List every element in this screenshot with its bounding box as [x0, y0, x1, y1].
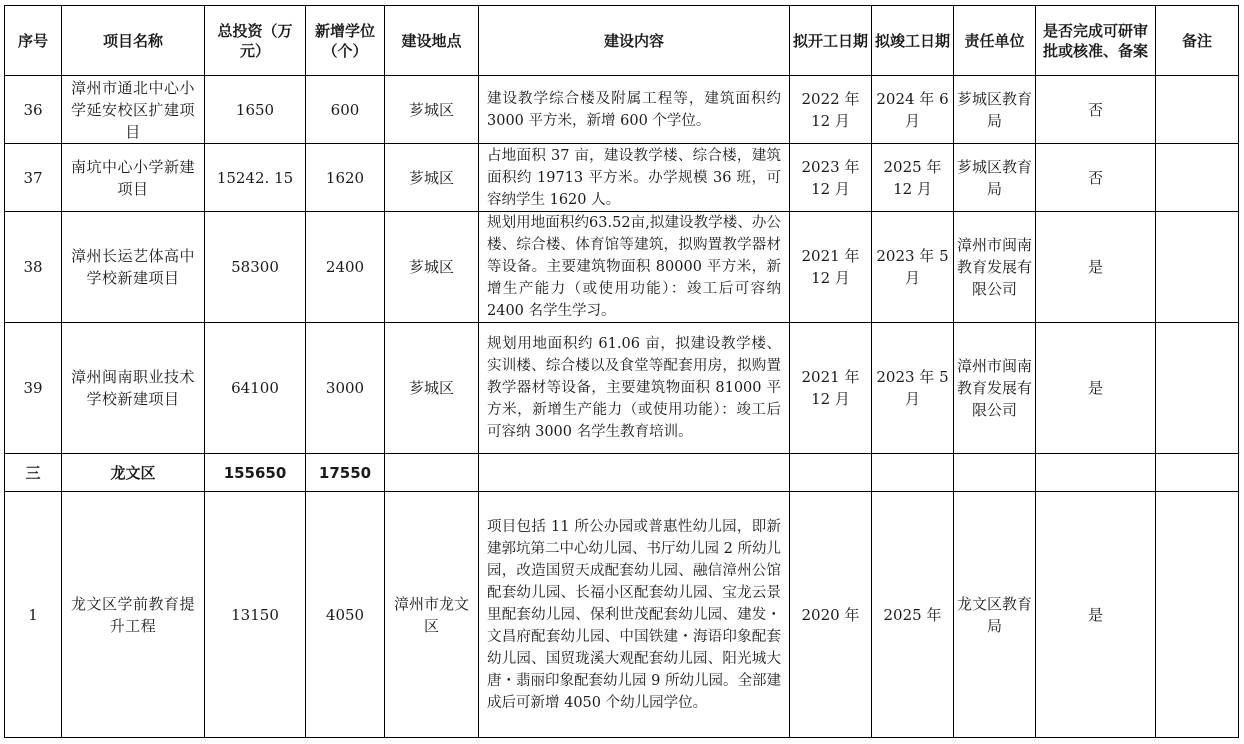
row-remark	[1156, 76, 1239, 144]
row-seq: 39	[5, 323, 62, 454]
row-location: 芗城区	[385, 144, 479, 212]
row-responsible-unit: 芗城区教育局	[954, 144, 1036, 212]
row-end-date: 2025 年 12 月	[872, 144, 954, 212]
row-start-date: 2023 年 12 月	[790, 144, 872, 212]
header-seq: 序号	[5, 6, 62, 76]
row-seq: 36	[5, 76, 62, 144]
row-responsible-unit: 漳州市闽南教育发展有限公司	[954, 323, 1036, 454]
row-approval-status: 否	[1036, 144, 1156, 212]
row-investment: 1650	[205, 76, 306, 144]
row-content: 项目包括 11 所公办园或普惠性幼儿园，即新建郭坑第二中心幼儿园、书厅幼儿园 2 所幼儿园，改造国贸天成配套幼儿园、融信漳州公馆配套幼儿园、长福小区配套幼儿园、宝龙云景里配套幼儿园、保利世茂配套幼儿园、建发・文昌府配套幼儿园、中国铁建・海语印象配套幼儿园、国贸珑溪大观配套幼儿园、阳光城大唐・翡丽印象配套幼儿园 9 所幼儿园。全部建成后可新增 4050 个幼儿园学位。	[479, 492, 790, 738]
row-project-name: 漳州长运艺体高中学校新建项目	[62, 212, 205, 323]
row-content: 占地面积 37 亩，建设教学楼、综合楼，建筑面积约 19713 平方米。办学规模 36 班，可容纳学生 1620 人。	[479, 144, 790, 212]
row-seats: 1620	[306, 144, 385, 212]
section-empty-cell	[479, 454, 790, 492]
row-end-date: 2023 年 5 月	[872, 323, 954, 454]
header-start: 拟开工日期	[790, 6, 872, 76]
section-empty-cell	[872, 454, 954, 492]
row-seq: 1	[5, 492, 62, 738]
section-investment-total: 155650	[205, 454, 306, 492]
header-remark: 备注	[1156, 6, 1239, 76]
row-approval-status: 是	[1036, 492, 1156, 738]
row-approval-status: 否	[1036, 76, 1156, 144]
row-end-date: 2023 年 5 月	[872, 212, 954, 323]
table-row	[5, 492, 1239, 738]
section-seats-total: 17550	[306, 454, 385, 492]
section-district-name: 龙文区	[62, 454, 205, 492]
row-content: 建设教学综合楼及附属工程等，建筑面积约 3000 平方米，新增 600 个学位。	[479, 76, 790, 144]
row-project-name: 漳州市通北中心小学延安校区扩建项目	[62, 76, 205, 144]
row-end-date: 2025 年	[872, 492, 954, 738]
row-project-name: 南坑中心小学新建项目	[62, 144, 205, 212]
section-empty-cell	[1156, 454, 1239, 492]
section-seq: 三	[5, 454, 62, 492]
header-name: 项目名称	[62, 6, 205, 76]
row-start-date: 2021 年 12 月	[790, 323, 872, 454]
header-seats: 新增学位（个）	[306, 6, 385, 76]
section-empty-cell	[790, 454, 872, 492]
row-investment: 64100	[205, 323, 306, 454]
project-table	[4, 5, 1239, 738]
row-start-date: 2022 年 12 月	[790, 76, 872, 144]
row-location: 芗城区	[385, 323, 479, 454]
row-seq: 37	[5, 144, 62, 212]
row-responsible-unit: 龙文区教育局	[954, 492, 1036, 738]
section-row	[5, 454, 1239, 492]
header-content: 建设内容	[479, 6, 790, 76]
row-responsible-unit: 漳州市闽南教育发展有限公司	[954, 212, 1036, 323]
table-row	[5, 76, 1239, 144]
row-start-date: 2020 年	[790, 492, 872, 738]
row-project-name: 龙文区学前教育提升工程	[62, 492, 205, 738]
section-empty-cell	[385, 454, 479, 492]
header-row	[5, 6, 1239, 76]
row-remark	[1156, 212, 1239, 323]
row-end-date: 2024 年 6 月	[872, 76, 954, 144]
row-location: 芗城区	[385, 212, 479, 323]
row-approval-status: 是	[1036, 212, 1156, 323]
table-row	[5, 144, 1239, 212]
row-location: 漳州市龙文区	[385, 492, 479, 738]
row-location: 芗城区	[385, 76, 479, 144]
row-seats: 2400	[306, 212, 385, 323]
row-approval-status: 是	[1036, 323, 1156, 454]
row-seats: 3000	[306, 323, 385, 454]
row-remark	[1156, 323, 1239, 454]
header-approval: 是否完成可研审批或核准、备案	[1036, 6, 1156, 76]
header-end: 拟竣工日期	[872, 6, 954, 76]
row-investment: 15242. 15	[205, 144, 306, 212]
header-unit: 责任单位	[954, 6, 1036, 76]
header-location: 建设地点	[385, 6, 479, 76]
table-row	[5, 212, 1239, 323]
section-empty-cell	[1036, 454, 1156, 492]
row-investment: 13150	[205, 492, 306, 738]
section-empty-cell	[954, 454, 1036, 492]
row-seats: 600	[306, 76, 385, 144]
row-responsible-unit: 芗城区教育局	[954, 76, 1036, 144]
table-row	[5, 323, 1239, 454]
header-investment: 总投资（万元）	[205, 6, 306, 76]
row-remark	[1156, 492, 1239, 738]
row-project-name: 漳州闽南职业技术学校新建项目	[62, 323, 205, 454]
row-seats: 4050	[306, 492, 385, 738]
row-seq: 38	[5, 212, 62, 323]
row-content: 规划用地面积约 61.06 亩，拟建设教学楼、实训楼、综合楼以及食堂等配套用房，拟购置教学器材等设备，主要建筑物面积 81000 平方米，新增生产能力（或使用功能）：竣工后可容纳 3000 名学生教育培训。	[479, 323, 790, 454]
row-start-date: 2021 年 12 月	[790, 212, 872, 323]
row-investment: 58300	[205, 212, 306, 323]
row-content: 规划用地面积约63.52亩,拟建设教学楼、办公楼、综合楼、体育馆等建筑，拟购置教学器材等设备。主要建筑物面积 80000 平方米，新增生产能力（或使用功能）：竣工后可容纳2400 名学生学习。	[479, 212, 790, 323]
row-remark	[1156, 144, 1239, 212]
